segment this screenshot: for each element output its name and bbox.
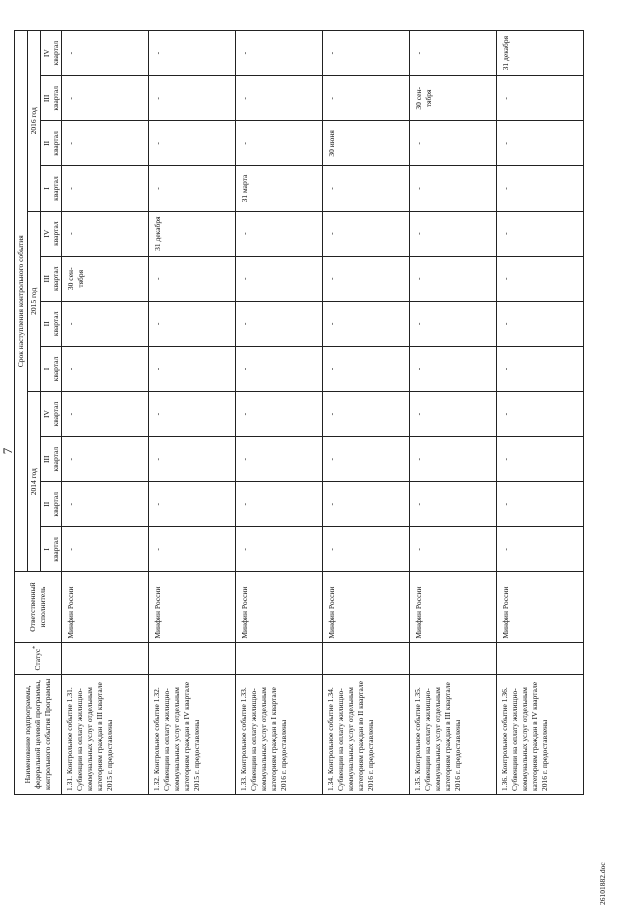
deadline-cell: - bbox=[410, 527, 497, 572]
deadline-cell: - bbox=[410, 392, 497, 437]
deadline-cell: - bbox=[323, 392, 410, 437]
header-quarter-word: квартал bbox=[51, 86, 60, 111]
deadline-cell: - bbox=[236, 437, 323, 482]
deadline-cell: - bbox=[323, 346, 410, 391]
header-quarter-number: IV bbox=[42, 410, 51, 419]
status-cell bbox=[323, 642, 410, 674]
deadline-cell: - bbox=[62, 527, 149, 572]
document-file-code: 26101882.doc bbox=[598, 862, 607, 905]
deadline-cell: - bbox=[497, 437, 584, 482]
table-body bbox=[62, 31, 584, 795]
header-quarter-cell bbox=[41, 166, 62, 211]
header-quarter-cell bbox=[41, 256, 62, 301]
deadline-cell: - bbox=[149, 256, 236, 301]
header-quarter-number: I bbox=[42, 548, 51, 551]
executor-cell: Минфин России bbox=[62, 572, 149, 642]
header-quarter-cell bbox=[41, 392, 62, 437]
deadline-cell: - bbox=[497, 256, 584, 301]
deadline-cell: - bbox=[497, 346, 584, 391]
deadline-cell: - bbox=[236, 31, 323, 76]
header-quarter-number: III bbox=[42, 455, 51, 463]
status-cell bbox=[497, 642, 584, 674]
deadline-cell: - bbox=[236, 256, 323, 301]
header-executor-column: Ответственный исполнитель bbox=[15, 572, 62, 642]
deadline-cell: - bbox=[149, 166, 236, 211]
header-status-label: Статус bbox=[33, 648, 42, 671]
deadline-cell: - bbox=[410, 121, 497, 166]
header-name-column: Наименование подпрограммы, федеральной целевой программы, контрольного события Программы bbox=[15, 674, 62, 794]
deadline-cell: - bbox=[410, 211, 497, 256]
header-year-2: 2016 год bbox=[28, 31, 41, 212]
deadline-cell: - bbox=[410, 437, 497, 482]
status-cell bbox=[149, 642, 236, 674]
deadline-cell: - bbox=[323, 31, 410, 76]
table-row bbox=[236, 31, 323, 795]
status-cell bbox=[62, 642, 149, 674]
deadline-cell: 31 декабря bbox=[497, 31, 584, 76]
executor-cell: Минфин России bbox=[410, 572, 497, 642]
table-row bbox=[410, 31, 497, 795]
header-quarter-cell bbox=[41, 482, 62, 527]
deadline-cell: - bbox=[236, 346, 323, 391]
deadline-cell: - bbox=[236, 301, 323, 346]
deadline-cell: - bbox=[497, 121, 584, 166]
header-quarter-word: квартал bbox=[51, 131, 60, 156]
deadline-cell: - bbox=[323, 211, 410, 256]
header-quarter-word: квартал bbox=[51, 221, 60, 246]
deadline-cell: 30 июня bbox=[323, 121, 410, 166]
header-quarter-word: квартал bbox=[51, 537, 60, 562]
deadline-cell: - bbox=[236, 527, 323, 572]
deadline-cell: - bbox=[62, 121, 149, 166]
deadline-cell: 30 сен-тября bbox=[410, 76, 497, 121]
header-deadline-group: Срок наступления контрольного события bbox=[15, 31, 28, 572]
deadline-cell: - bbox=[497, 527, 584, 572]
header-quarter-number: II bbox=[42, 140, 51, 146]
deadline-cell: - bbox=[497, 392, 584, 437]
header-quarter-cell bbox=[41, 346, 62, 391]
header-quarter-cell bbox=[41, 527, 62, 572]
deadline-cell: - bbox=[410, 166, 497, 211]
event-name-cell: 1.34. Контрольное событие 1.34. Субвенции на оплату жилищно-коммунальных услуг отдельным категориям граждан во II квартале 2016 г. предоставлены bbox=[323, 674, 410, 794]
deadline-cell: - bbox=[323, 301, 410, 346]
deadline-cell: 30 сен-тября bbox=[62, 256, 149, 301]
header-year-1: 2015 год bbox=[28, 211, 41, 391]
header-quarter-cell bbox=[41, 76, 62, 121]
header-quarter-number: IV bbox=[42, 49, 51, 58]
deadline-cell: - bbox=[149, 76, 236, 121]
deadline-cell: - bbox=[149, 482, 236, 527]
deadline-cell: - bbox=[323, 166, 410, 211]
deadline-cell: - bbox=[323, 527, 410, 572]
deadline-cell: - bbox=[62, 211, 149, 256]
deadline-cell: - bbox=[410, 256, 497, 301]
control-events-table bbox=[14, 30, 584, 795]
event-name-cell: 1.35. Контрольное событие 1.35. Субвенции на оплату жилищно-коммунальных услуг отдельным категориям граждан в III квартале 2016 г. предоставлены bbox=[410, 674, 497, 794]
event-name-cell: 1.33. Контрольное событие 1.33. Субвенции на оплату жилищно-коммунальных услуг отдельным категориям граждан в I квартале 2016 г. предоставлены bbox=[236, 674, 323, 794]
deadline-cell: - bbox=[149, 31, 236, 76]
deadline-cell: - bbox=[149, 527, 236, 572]
table-row bbox=[497, 31, 584, 795]
deadline-cell: - bbox=[149, 121, 236, 166]
status-cell bbox=[410, 642, 497, 674]
executor-cell: Минфин России bbox=[149, 572, 236, 642]
deadline-cell: - bbox=[62, 31, 149, 76]
deadline-cell: - bbox=[236, 392, 323, 437]
page-number: 7 bbox=[0, 447, 15, 455]
header-quarter-number: I bbox=[42, 187, 51, 190]
table-row bbox=[149, 31, 236, 795]
deadline-cell: - bbox=[149, 346, 236, 391]
executor-cell: Минфин России bbox=[497, 572, 584, 642]
header-quarter-word: квартал bbox=[51, 266, 60, 292]
deadline-cell: - bbox=[62, 437, 149, 482]
header-quarter-word: квартал bbox=[51, 40, 60, 66]
table-row bbox=[62, 31, 149, 795]
executor-cell: Минфин России bbox=[236, 572, 323, 642]
header-quarter-word: квартал bbox=[51, 356, 60, 382]
deadline-cell: - bbox=[236, 211, 323, 256]
deadline-cell: - bbox=[236, 121, 323, 166]
event-name-cell: 1.36. Контрольное событие 1.36. Субвенции на оплату жилищно-коммунальных услуг отдельным категориям граждан в IV квартале 2016 г. предоставлены bbox=[497, 674, 584, 794]
deadline-cell: - bbox=[149, 301, 236, 346]
deadline-cell: - bbox=[149, 392, 236, 437]
header-year-0: 2014 год bbox=[28, 392, 41, 572]
header-quarter-cell bbox=[41, 437, 62, 482]
event-name-cell: 1.31. Контрольное событие 1.31. Субвенции на оплату жилищно-коммунальных услуг отдельным категориям граждан в III квартале 2015 г. предоставлены bbox=[62, 674, 149, 794]
header-quarter-cell bbox=[41, 31, 62, 76]
deadline-cell: - bbox=[62, 301, 149, 346]
status-cell bbox=[236, 642, 323, 674]
header-quarter-number: III bbox=[42, 94, 51, 103]
deadline-cell: - bbox=[323, 256, 410, 301]
deadline-cell: - bbox=[497, 166, 584, 211]
deadline-cell: - bbox=[497, 76, 584, 121]
deadline-cell: - bbox=[236, 482, 323, 527]
deadline-cell: - bbox=[236, 76, 323, 121]
header-quarter-cell bbox=[41, 121, 62, 166]
header-quarter-word: квартал bbox=[51, 311, 60, 337]
header-quarter-number: II bbox=[42, 501, 51, 507]
header-quarter-word: квартал bbox=[51, 492, 60, 517]
deadline-cell: - bbox=[323, 482, 410, 527]
deadline-cell: - bbox=[410, 31, 497, 76]
header-quarter-word: квартал bbox=[51, 176, 60, 201]
header-quarter-number: II bbox=[42, 321, 51, 327]
table-header bbox=[15, 31, 62, 795]
header-quarter-number: I bbox=[42, 367, 51, 371]
deadline-cell: - bbox=[62, 346, 149, 391]
deadline-cell: - bbox=[410, 346, 497, 391]
header-status-column bbox=[15, 642, 62, 674]
deadline-cell: - bbox=[497, 301, 584, 346]
header-quarter-number: III bbox=[42, 275, 51, 283]
deadline-cell: - bbox=[497, 482, 584, 527]
header-quarter-cell bbox=[41, 301, 62, 346]
deadline-cell: - bbox=[62, 166, 149, 211]
header-quarter-cell bbox=[41, 211, 62, 256]
deadline-cell: 31 декабря bbox=[149, 211, 236, 256]
deadline-cell: - bbox=[323, 437, 410, 482]
deadline-cell: - bbox=[410, 482, 497, 527]
deadline-cell: - bbox=[323, 76, 410, 121]
executor-cell: Минфин России bbox=[323, 572, 410, 642]
deadline-cell: - bbox=[149, 437, 236, 482]
deadline-cell: - bbox=[62, 392, 149, 437]
deadline-cell: - bbox=[62, 482, 149, 527]
header-quarter-word: квартал bbox=[51, 401, 60, 427]
deadline-cell: - bbox=[410, 301, 497, 346]
deadline-cell: - bbox=[62, 76, 149, 121]
header-status-footnote-mark: * bbox=[32, 645, 39, 649]
event-name-cell: 1.32. Контрольное событие 1.32. Субвенции на оплату жилищно-коммунальных услуг отдельным категориям граждан в IV квартале 2015 г. предоставлены bbox=[149, 674, 236, 794]
deadline-cell: - bbox=[497, 211, 584, 256]
table-row bbox=[323, 31, 410, 795]
header-quarter-word: квартал bbox=[51, 446, 60, 472]
deadline-cell: 31 марта bbox=[236, 166, 323, 211]
header-quarter-number: IV bbox=[42, 229, 51, 238]
